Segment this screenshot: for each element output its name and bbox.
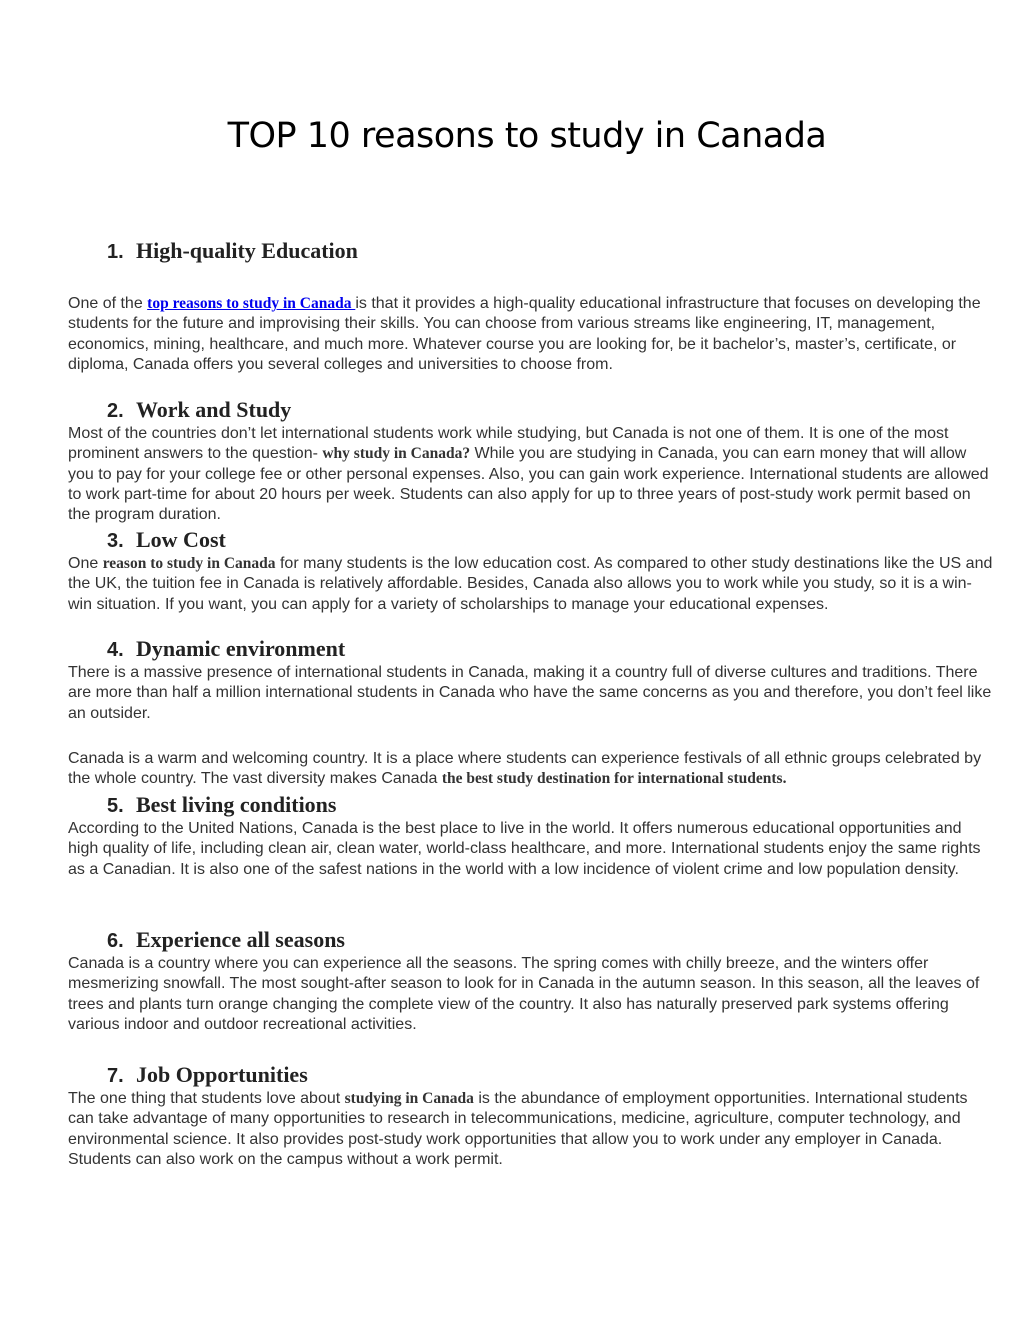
- top-reasons-link[interactable]: top reasons to study in Canada: [147, 295, 356, 312]
- section-title: Work and Study: [136, 397, 292, 422]
- section-title: Experience all seasons: [136, 927, 345, 952]
- section-2-heading: [107, 397, 291, 423]
- bold-phrase: reason to study in Canada: [102, 555, 276, 572]
- section-6-heading: [107, 927, 345, 953]
- section-1-heading: [107, 238, 358, 264]
- section-5-heading: [107, 792, 336, 818]
- section-title: High-quality Education: [136, 238, 358, 263]
- section-4-paragraph-2: [68, 749, 993, 790]
- bold-phrase: studying in Canada: [344, 1090, 474, 1107]
- section-3-heading: [107, 527, 226, 553]
- paragraph-text: Most of the countries don’t let international students work while studying, but Canada is not one of them. It is one of the most prominent answers to the question-: [68, 425, 949, 463]
- section-number: 3.: [107, 530, 124, 552]
- paragraph-text: While you are studying in Canada, you can earn money that will allow you to pay for your college fee or other personal expenses. Also, you can gain work experience. International students are allowed to work part-time for about 20 hours per week. Students can also apply for up to three years of post-study work permit based on the program duration.: [68, 445, 989, 524]
- section-1-paragraph: [68, 294, 993, 375]
- section-7-heading: [107, 1062, 308, 1088]
- paragraph-text: is that it provides a high-quality educational infrastructure that focuses on developing the students for the future and improvising their skills. You can choose from various streams like engineering, IT, management, economics, mining, healthcare, and much more. Whatever course you are looking for, be it bachelor’s, master’s, certificate, or diploma, Canada offers you several colleges and universities to choose from.: [68, 295, 981, 373]
- page-title: TOP 10 reasons to study in Canada: [227, 116, 827, 156]
- section-title: Dynamic environment: [136, 636, 346, 661]
- paragraph-text: One: [68, 555, 103, 572]
- section-number: 1.: [107, 241, 124, 263]
- section-6-paragraph: [68, 954, 993, 1035]
- section-7-paragraph: [68, 1089, 993, 1170]
- bold-phrase: why study in Canada?: [322, 445, 471, 463]
- paragraph-text: Canada is a warm and welcoming country. It is a place where students can experience festivals of all ethnic groups celebrated by the whole country. The vast diversity makes Canada: [68, 750, 982, 788]
- paragraph-text: According to the United Nations, Canada is the best place to live in the world. It offers numerous educational opportunities and high quality of life, including clean air, clean water, world-class healthcare, and more. International students enjoy the same rights as a Canadian. It is also one of the safest nations in the world with a low incidence of violent crime and low population density.: [68, 820, 981, 878]
- paragraph-text: There is a massive presence of international students in Canada, making it a country full of diverse cultures and traditions. There are more than half a million international students in Canada who have the same concerns as you and therefore, you don’t feel like an outsider.: [68, 664, 992, 722]
- paragraph-text: is the abundance of employment opportunities. International students can take advantage of many opportunities to research in telecommunications, medicine, agriculture, computer technology, and environmental science. It also provides post-study work opportunities that allow you to work under any employer in Canada. Students can also work on the campus without a work permit.: [68, 1090, 968, 1168]
- paragraph-text: Canada is a country where you can experience all the seasons. The spring comes with chilly breeze, and the winters offer mesmerizing snowfall. The most sought-after season to look for in Canada in the autumn season. In this season, all the leaves of trees and plants turn orange changing the complete view of the country. It also has naturally preserved park systems offering various indoor and outdoor recreational activities.: [68, 955, 980, 1033]
- section-title: Low Cost: [136, 527, 226, 552]
- section-number: 5.: [107, 795, 124, 817]
- section-5-paragraph: [68, 819, 993, 880]
- section-number: 4.: [107, 639, 124, 661]
- bold-phrase: the best study destination for international students.: [441, 770, 787, 788]
- section-2-paragraph: [68, 424, 993, 525]
- section-number: 6.: [107, 930, 124, 952]
- paragraph-text: The one thing that students love about: [68, 1090, 345, 1107]
- section-title: Job Opportunities: [136, 1062, 308, 1087]
- section-4-paragraph-1: [68, 663, 993, 724]
- section-title: Best living conditions: [136, 792, 337, 817]
- section-4-heading: [107, 636, 345, 662]
- section-number: 2.: [107, 400, 124, 422]
- paragraph-text: One of the: [68, 295, 148, 312]
- section-number: 7.: [107, 1065, 124, 1087]
- paragraph-text: for many students is the low education cost. As compared to other study destinations like the US and the UK, the tuition fee in Canada is relatively affordable. Besides, Canada also allows you to work while you study, so it is a win-win situation. If you want, you can apply for a variety of scholarships to manage your educational expenses.: [68, 555, 993, 613]
- section-3-paragraph: [68, 554, 993, 615]
